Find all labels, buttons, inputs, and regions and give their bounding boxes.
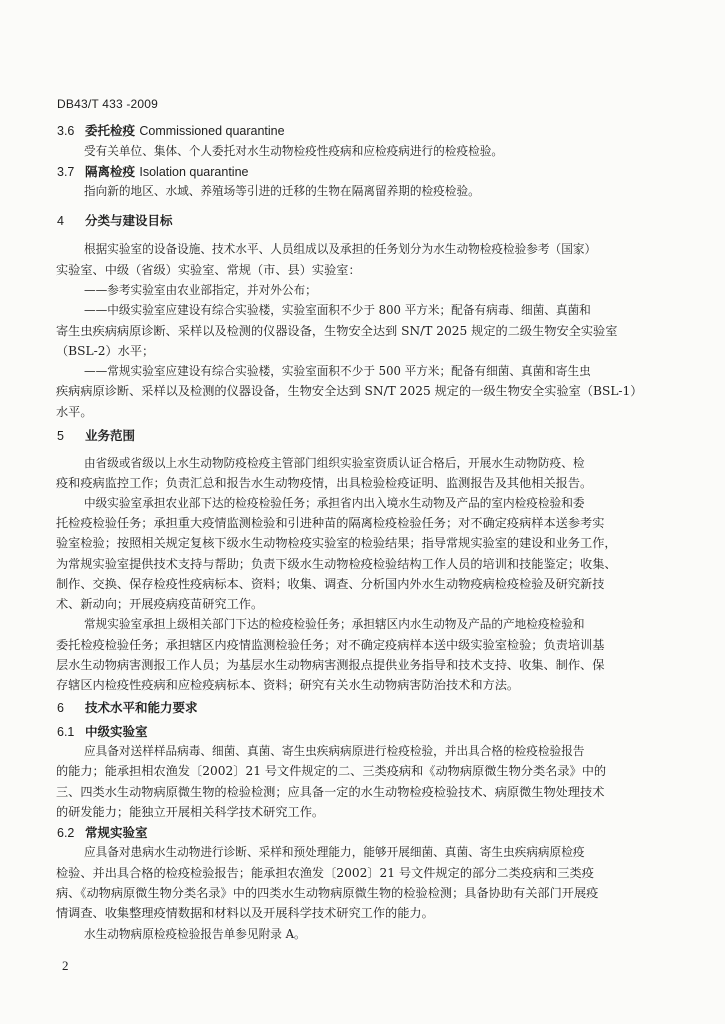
paragraph-line: 常规实验室承担上级相关部门下达的检疫检验任务；承担辖区内水生动物及产品的产地检疫检验和	[84, 617, 585, 631]
paragraph-line: 根据实验室的设备设施、技术水平、人员组成以及承担的任务划分为水生动物检疫检验参考（国家）	[84, 242, 597, 256]
section-number: 4	[57, 214, 64, 228]
paragraph-line: 指向新的地区、水域、养殖场等引进的迁移的生物在隔离留养期的检疫检验。	[84, 184, 480, 198]
paragraph-line: 制作、交换、保存检疫性疫病标本、资料；收集、调查、分析国内外水生动物疫病检疫检验及研究新技	[56, 577, 605, 591]
paragraph-line: 情调查、收集整理疫情数据和材料以及开展科学技术研究工作的能力。	[56, 906, 434, 920]
paragraph-line: 术、新动向；开展疫病疫苗研究工作。	[56, 597, 264, 611]
section-number: 5	[57, 429, 64, 443]
section-5-heading	[57, 426, 135, 444]
paragraph-line: 验室检验；按照相关规定复核下级水生动物检疫实验室的检验结果；指导常规实验室的建设和业务工作，	[56, 536, 617, 550]
paragraph-line: 层水生动物病害测报工作人员；为基层水生动物病害测报点提供业务指导和技术支持、收集、制作、保	[56, 658, 605, 672]
section-title: 中级实验室	[85, 724, 148, 739]
section-3-6-heading	[57, 121, 285, 139]
paragraph-line: 应具备对患病水生动物进行诊断、采样和预处理能力，能够开展细菌、真菌、寄生虫疾病病原检疫	[84, 845, 585, 859]
paragraph-line: 由省级或省级以上水生动物防疫检疫主管部门组织实验室资质认证合格后，开展水生动物防疫、检	[84, 456, 585, 470]
paragraph-line: 应具备对送样样品病毒、细菌、真菌、寄生虫疾病病原进行检疫检验，并出具合格的检疫检验报告	[84, 744, 585, 758]
paragraph-line: 的能力；能承担相农渔发〔2002〕21 号文件规定的二、三类疫病和《动物病原微生物分类名录》中的	[56, 764, 607, 778]
paragraph-line: 中级实验室承担农业部下达的检疫检验任务；承担省内出入境水生动物及产品的室内检疫检验和委	[84, 496, 585, 510]
section-6-heading	[57, 698, 198, 716]
section-title: 分类与建设目标	[85, 213, 173, 228]
paragraph-line: 水生动物病原检疫检验报告单参见附录 A。	[84, 927, 306, 941]
section-title-en: Commissioned quarantine	[139, 124, 285, 138]
paragraph-line: （BSL-2）水平；	[56, 344, 155, 358]
page-number: 2	[62, 958, 69, 973]
paragraph-line: 疫和疫病监控工作；负责汇总和报告水生动物疫情，出具检验检疫证明、监测报告及其他相关报告。	[56, 476, 593, 490]
section-number: 6	[57, 701, 64, 715]
paragraph-line: 受有关单位、集体、个人委托对水生动物检疫性疫病和应检疫病进行的检疫检验。	[84, 144, 504, 158]
paragraph-line: 病、《动物病原微生物分类名录》中的四类水生动物病原微生物的检验检测；具备协助有关部门开展疫	[56, 886, 599, 900]
section-number: 3.7	[57, 165, 75, 179]
section-title: 委托检疫	[85, 123, 136, 138]
section-6-2-heading	[57, 823, 148, 841]
paragraph-line: 寄生虫疾病病原诊断、采样以及检测的仪器设备，生物安全达到 SN/T 2025 规定的二级生物安全实验室	[56, 324, 618, 338]
paragraph-line: 检验、并出具合格的检疫检验报告；能承担农渔发〔2002〕21 号文件规定的部分二类疫病和三类疫	[56, 866, 594, 880]
section-number: 6.1	[57, 725, 75, 739]
paragraph-line: 存辖区内检疫性疫病和应检疫病标本、资料；研究有关水生动物病害防治技术和方法。	[56, 678, 520, 692]
paragraph-line: 疾病病原诊断、采样以及检测的仪器设备，生物安全达到 SN/T 2025 规定的一级生物安全实验室（BSL-1）	[56, 384, 643, 398]
paragraph-line: 实验室、中级（省级）实验室、常规（市、县）实验室：	[56, 263, 361, 277]
standard-code-header: DB43/T 433 -2009	[57, 97, 159, 111]
section-title: 隔离检疫	[85, 164, 136, 179]
section-6-1-heading	[57, 722, 148, 740]
paragraph-line: 为常规实验室提供技术支持与帮助；负责下级水生动物检疫检验结构工作人员的培训和技能鉴定；收集、	[56, 557, 617, 571]
section-title: 业务范围	[85, 428, 136, 443]
section-title: 常规实验室	[85, 825, 148, 840]
paragraph-line: 水平。	[56, 405, 93, 419]
paragraph-line: ——中级实验室应建设有综合实验楼，实验室面积不少于 800 平方米；配备有病毒、细菌、真菌和	[84, 303, 591, 317]
section-number: 6.2	[57, 826, 75, 840]
section-3-7-heading	[57, 162, 248, 180]
paragraph-line: 委托检疫检验任务；承担辖区内疫情监测检验任务；对不确定疫病样本送中级实验室检验；负责培训基	[56, 638, 605, 652]
section-title: 技术水平和能力要求	[85, 700, 198, 715]
paragraph-line: 托检疫检验任务；承担重大疫情监测检验和引进种苗的隔离检疫检验任务；对不确定疫病样本送参考实	[56, 516, 605, 530]
paragraph-line: ——常规实验室应建设有综合实验楼，实验室面积不少于 500 平方米；配备有细菌、真菌和寄生虫	[84, 364, 591, 378]
paragraph-line: ——参考实验室由农业部指定，并对外公布；	[84, 283, 317, 297]
paragraph-line: 的研发能力；能独立开展相关科学技术研究工作。	[56, 805, 325, 819]
section-number: 3.6	[57, 124, 75, 138]
section-title-en: Isolation quarantine	[139, 165, 249, 179]
section-4-heading	[57, 211, 173, 229]
paragraph-line: 三、四类水生动物病原微生物的检验检测；应具备一定的水生动物检疫检验技术、病原微生物处理技术	[56, 785, 605, 799]
